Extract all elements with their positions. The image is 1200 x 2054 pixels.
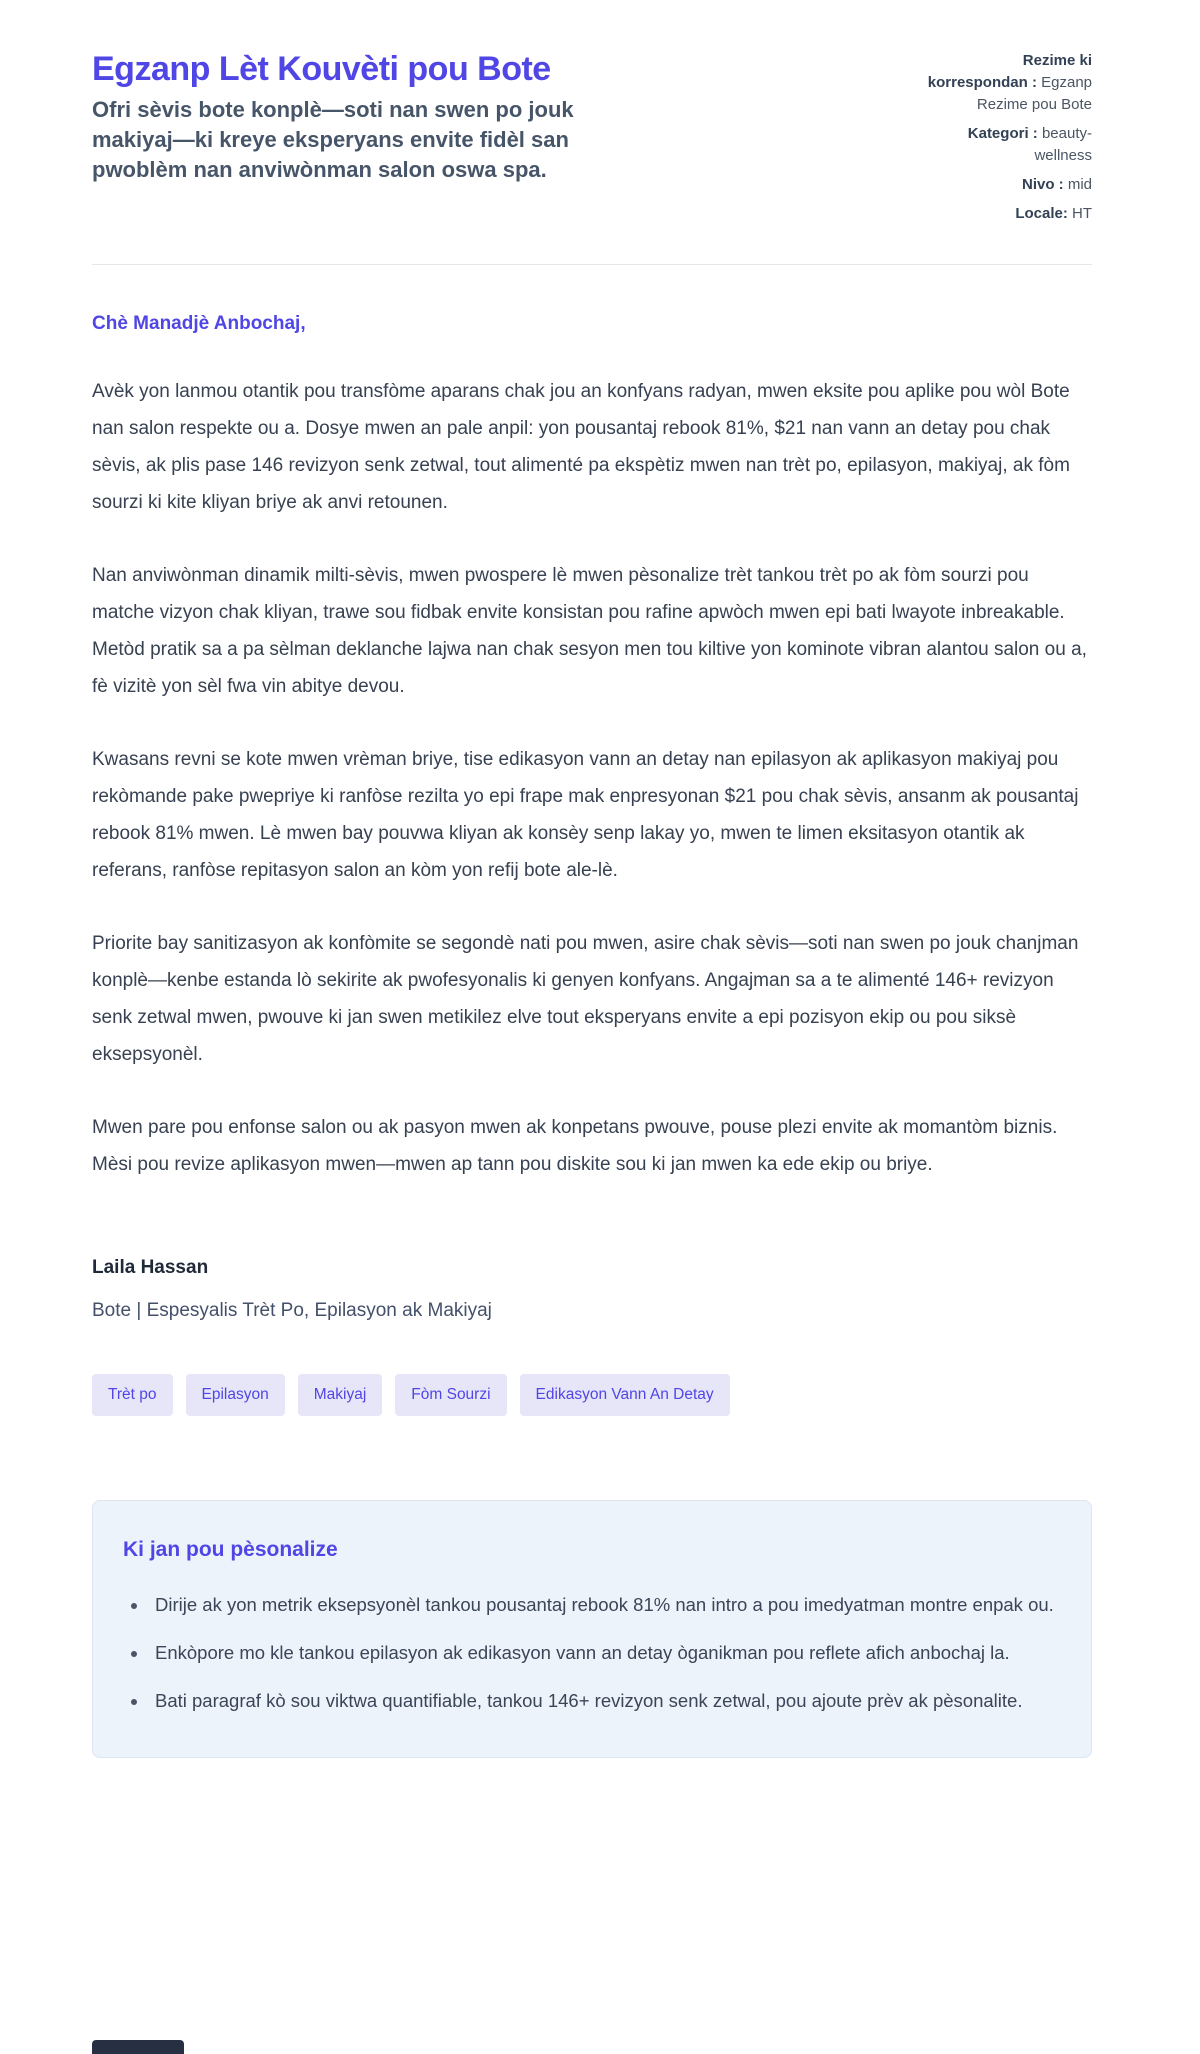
- footer-button-partial[interactable]: [92, 2040, 184, 2054]
- signature-name: Laila Hassan: [92, 1257, 209, 1278]
- keyword-tag-list: [92, 1374, 1092, 1416]
- letter-paragraph: Nan anviwònman dinamik milti-sèvis, mwen pwospere lè mwen pèsonalize trèt tankou trèt po ak fòm sourzi pou matche vizyon chak kliyan, trawe sou fidbak envite konsistan pou rafine apwòch mwen epi bati lwayote inbreakable. Metòd pratik sa a pa sèlman deklanche lajwa nan chak sesyon men tou kiltive yon kominote vibran alantou salon ou a, fè vizitè yon sèl fwa vin abitye devou.: [92, 565, 1087, 697]
- meta-value: mid: [1067, 176, 1092, 193]
- meta-row-level: [922, 174, 1092, 196]
- tips-list-item: • Enkòpore mo kle tankou epilasyon ak edikasyon vann an detay òganikman pou reflete afich anbochaj la.: [149, 1635, 1055, 1670]
- letter-paragraph: Mwen pare pou enfonse salon ou ak pasyon mwen ak konpetans pwouve, pouse plezi envite ak momantòm biznis. Mèsi pou revize aplikasyon mwen—mwen ap tann pou diskite sou ki jan mwen ka ede ekip ou briye.: [92, 1117, 1058, 1175]
- keyword-tag: Makiyaj: [298, 1374, 383, 1416]
- meta-value: Egzanp Rezime pou Bote: [976, 74, 1092, 113]
- document-header: [92, 50, 1092, 232]
- keyword-tag: Trèt po: [92, 1374, 173, 1416]
- tips-list-item: • Dirije ak yon metrik eksepsyonèl tankou pousantaj rebook 81% nan intro a pou imedyatman montre enpak ou.: [149, 1587, 1055, 1622]
- keyword-tag: Edikasyon Vann An Detay: [520, 1374, 730, 1416]
- meta-label: Locale:: [1015, 205, 1068, 222]
- signature-role: Bote | Espesyalis Trèt Po, Epilasyon ak Makiyaj: [92, 1300, 492, 1321]
- tips-list-item: • Bati paragraf kò sou viktwa quantifiable, tankou 146+ revizyon senk zetwal, pou ajoute prèv ak pèsonalite.: [149, 1683, 1055, 1718]
- meta-value: beauty-wellness: [1034, 125, 1092, 164]
- keyword-tag: Fòm Sourzi: [395, 1374, 506, 1416]
- meta-row-locale: [922, 203, 1092, 225]
- meta-label: Rezime ki korrespondan :: [927, 52, 1092, 91]
- letter-paragraph: Priorite bay sanitizasyon ak konfòmite se segondè nati pou mwen, asire chak sèvis—soti nan swen po jouk chanjman konplè—kenbe estanda lò sekirite ak pwofesyonalis ki genyen konfyans. Angajman sa a te alimenté 146+ revizyon senk zetwal mwen, pwouve ki jan swen metikilez elve tout eksperyans envite a epi pozisyon ekip ou pou siksè eksepsyonèl.: [92, 933, 1079, 1065]
- meta-label: Nivo :: [1021, 176, 1064, 193]
- page-subtitle: Ofri sèvis bote konplè—soti nan swen po jouk makiyaj—ki kreye eksperyans envite fidèl san pwoblèm nan anviwònman salon oswa spa.: [92, 97, 574, 182]
- meta-row-matching-resume: [922, 50, 1092, 116]
- article-container: [92, 0, 1092, 1758]
- cover-letter-body: [92, 311, 1092, 1758]
- page-title: Egzanp Lèt Kouvèti pou Bote: [92, 50, 551, 88]
- header-title-block: [92, 50, 592, 185]
- metadata-panel: [922, 50, 1092, 232]
- meta-row-category: [922, 123, 1092, 167]
- meta-label: Kategori :: [967, 125, 1038, 142]
- header-divider: [92, 264, 1092, 265]
- tips-list: [123, 1587, 1055, 1718]
- meta-value: HT: [1072, 205, 1092, 222]
- keyword-tag: Epilasyon: [186, 1374, 285, 1416]
- letter-greeting: Chè Manadjè Anbochaj,: [92, 313, 306, 334]
- personalization-tips-box: [92, 1500, 1092, 1758]
- tips-box-title: Ki jan pou pèsonalize: [123, 1538, 338, 1561]
- letter-paragraph: Avèk yon lanmou otantik pou transfòme aparans chak jou an konfyans radyan, mwen eksite pou aplike pou wòl Bote nan salon respekte ou a. Dosye mwen an pale anpil: yon pousantaj rebook 81%, $21 nan vann an detay pou chak sèvis, ak plis pase 146 revizyon senk zetwal, tout alimenté pa ekspètiz mwen nan trèt po, epilasyon, makiyaj, ak fòm sourzi ki kite kliyan briye ak anvi retounen.: [92, 381, 1070, 513]
- signature-block: [92, 1255, 1092, 1324]
- letter-paragraph: Kwasans revni se kote mwen vrèman briye, tise edikasyon vann an detay nan epilasyon ak aplikasyon makiyaj pou rekòmande pake pwepriye ki ranfòse rezilta yo epi frape mak enpresyonan $21 pou chak sèvis, ansanm ak pousantaj rebook 81% mwen. Lè mwen bay pouvwa kliyan ak konsèy senp lakay yo, mwen te limen eksitasyon otantik ak referans, ranfòse repitasyon salon an kòm yon refij bote ale-lè.: [92, 749, 1079, 881]
